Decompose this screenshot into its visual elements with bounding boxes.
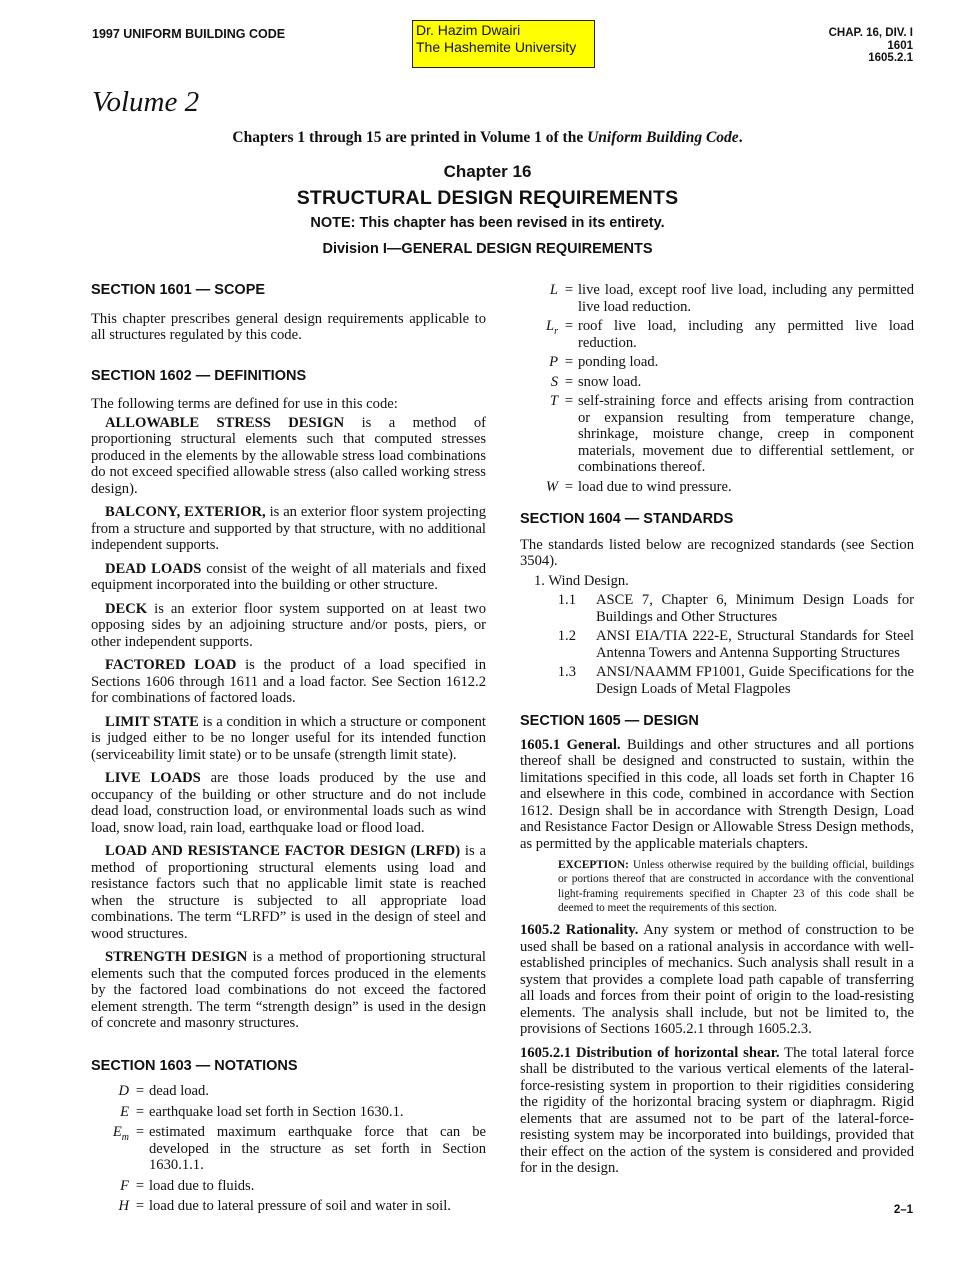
definition-text: is an exterior floor system supported on at least two opposing sides by an adjoining structure and/or posts, piers, or other independent supports. bbox=[91, 600, 486, 650]
standard-item bbox=[520, 592, 914, 625]
definition-term: DEAD LOADS bbox=[105, 560, 202, 577]
section-1605-1-text: Buildings and other structures and all portions thereof shall be designed and constructed to sustain, within the limitations specified in this code, all loads set forth in Chapter 16 and elsewhere in this code, combined in accordance with Section 1612. Design shall be in accordance with Strength Design, Load and Resistance Factor Design or Allowable Stress Design methods, as permitted by the applicable materials chapters. bbox=[520, 736, 915, 852]
standard-number: 1.2 bbox=[557, 628, 576, 644]
notation-symbol: S bbox=[550, 373, 558, 390]
definition-item bbox=[91, 949, 486, 1032]
notation-symbol: F bbox=[120, 1177, 129, 1194]
notation-description: live load, except roof live load, including any permitted live load reduction. bbox=[578, 282, 914, 315]
definition-item bbox=[91, 843, 486, 942]
notation-equals: = bbox=[564, 282, 574, 298]
notation-description: load due to wind pressure. bbox=[578, 478, 732, 495]
standard-item bbox=[520, 664, 914, 697]
definition-text: is a method of proportioning structural elements such that the computed forces produced in the elements by the factored load combinations do not exceed the factored element strength. The term “strength design” is used in the design of concrete and masonry structures. bbox=[91, 949, 486, 1031]
definition-term: ALLOWABLE STRESS DESIGN bbox=[105, 414, 345, 431]
definition-item bbox=[91, 601, 486, 651]
section-1602-heading: SECTION 1602 — DEFINITIONS bbox=[91, 367, 307, 384]
definition-term: FACTORED LOAD bbox=[105, 657, 237, 673]
section-1601-text: This chapter prescribes general design requirements applicable to all structures regulated by this code. bbox=[91, 310, 486, 343]
notation-symbol bbox=[520, 318, 560, 340]
section-1604-heading: SECTION 1604 — STANDARDS bbox=[520, 511, 734, 527]
section-1603-heading: SECTION 1603 — NOTATIONS bbox=[91, 1057, 298, 1074]
section-1601-heading: SECTION 1601 — SCOPE bbox=[91, 282, 266, 298]
notation-description: ponding load. bbox=[578, 354, 659, 370]
standard-number: 1.3 bbox=[557, 664, 576, 680]
notation-symbol: P bbox=[549, 354, 558, 370]
section-1605-2-1-text: The total lateral force shall be distributed to the various vertical elements of the lateral-force-resisting system in proportion to their rigidities considering the rigidity of the horizontal bracing system or diaphragm. Rigid elements that are assumed not to be part of the lateral-force-resisting system may be incorporated into buildings, provided that their effect on the action of the system is considered and provided for in the design. bbox=[520, 1044, 914, 1177]
volume-note bbox=[0, 129, 975, 147]
definition-item bbox=[91, 770, 486, 836]
definition-term: BALCONY, EXTERIOR, bbox=[105, 504, 266, 520]
definitions-intro: The following terms are defined for use in this code: bbox=[91, 396, 398, 412]
notation-row bbox=[91, 1124, 486, 1174]
definition-text: are those loads produced by the use and occupancy of the building or other structure and do not include dead load, construction load, or environmental loads such as wind load, snow load, rain load, earthquake load or flood load. bbox=[91, 770, 487, 836]
definition-term: STRENGTH DESIGN bbox=[105, 949, 248, 965]
notation-description: earthquake load set forth in Section 1630.1. bbox=[149, 1103, 404, 1120]
definition-item bbox=[91, 415, 486, 498]
running-header-left: 1997 UNIFORM BUILDING CODE bbox=[92, 27, 286, 41]
definition-text: is a method of proportioning structural elements such that computed stresses produced in the elements by the allowable stress load combinations do not exceed specified allowable stress (also called working stress design). bbox=[91, 414, 486, 497]
definition-term: DECK bbox=[105, 600, 148, 617]
standard-text: ANSI EIA/TIA 222-E, Structural Standards for Steel Antenna Towers and Antenna Supporting Structures bbox=[596, 628, 914, 661]
notations-list-left bbox=[91, 1083, 486, 1215]
notation-row bbox=[520, 282, 914, 315]
notation-equals: = bbox=[135, 1083, 145, 1099]
page-number: 2–1 bbox=[893, 1204, 913, 1216]
notation-symbol: H bbox=[118, 1198, 129, 1214]
definition-item bbox=[91, 561, 486, 594]
author-stamp bbox=[412, 20, 595, 68]
right-column bbox=[520, 282, 914, 1177]
definition-text: is an exterior floor system projecting from a structure and supported by that structure, with no additional independent supports. bbox=[91, 504, 486, 553]
standard-text: ASCE 7, Chapter 6, Minimum Design Loads for Buildings and Other Structures bbox=[596, 592, 914, 625]
standard-item bbox=[520, 628, 914, 661]
definition-term: LOAD AND RESISTANCE FACTOR DESIGN (LRFD) bbox=[105, 843, 461, 859]
chapter-title: STRUCTURAL DESIGN REQUIREMENTS bbox=[296, 187, 679, 209]
notation-row bbox=[520, 393, 914, 476]
notation-symbol: D bbox=[118, 1083, 129, 1099]
standards-list bbox=[520, 592, 914, 697]
volume-note-text: Chapters 1 through 15 are printed in Volume 1 of the bbox=[232, 129, 588, 146]
notation-symbol-main: L bbox=[545, 318, 555, 334]
notation-symbol: T bbox=[549, 393, 558, 409]
notation-equals: = bbox=[564, 393, 574, 409]
notation-equals: = bbox=[135, 1103, 145, 1120]
definition-text: is a condition in which a structure or component is judged either to be no longer useful for its intended function (serviceability limit state) or to be unsafe (strength limit state). bbox=[91, 713, 486, 763]
notation-row bbox=[91, 1198, 486, 1215]
header-chapter: CHAP. 16, DIV. I bbox=[828, 27, 913, 39]
notation-symbol-subscript: r bbox=[554, 325, 558, 337]
volume-note-end: . bbox=[738, 129, 743, 146]
notation-equals: = bbox=[564, 318, 574, 334]
definition-text: consist of the weight of all materials and fixed equipment incorporated into the building or other structure. bbox=[91, 560, 486, 593]
notation-row bbox=[520, 354, 914, 371]
chapter-revision-note: NOTE: This chapter has been revised in its entirety. bbox=[310, 215, 665, 231]
definition-text: is the product of a load specified in Sections 1606 through 1611 and a load factor. See Section 1612.2 for combinations of factored loads. bbox=[91, 657, 486, 706]
notation-description: roof live load, including any permitted live load reduction. bbox=[578, 318, 914, 351]
definition-item bbox=[91, 504, 486, 554]
definition-text: is a method of proportioning structural elements using load and resistance factors such that no applicable limit state is reached when the structure is subjected to all appropriate load combinations. The term “LRFD” is used in the design of steel and wood structures. bbox=[91, 843, 486, 942]
notation-equals: = bbox=[564, 354, 574, 370]
exception-note bbox=[558, 858, 914, 915]
standards-wind-design: 1. Wind Design. bbox=[534, 572, 629, 589]
exception-text: Unless otherwise required by the building official, buildings or portions thereof that are constructed in accordance with the conventional light-framing requirements specified in Chapter 23 of this code shall be deemed to meet the requirements of this section. bbox=[558, 859, 914, 914]
notation-description: load due to fluids. bbox=[149, 1177, 255, 1194]
running-header-right bbox=[829, 27, 913, 65]
standards-intro: The standards listed below are recognized standards (see Section 3504). bbox=[520, 536, 914, 569]
notation-row bbox=[91, 1104, 486, 1121]
notation-equals: = bbox=[135, 1177, 145, 1194]
left-column bbox=[91, 282, 486, 1219]
notation-description: estimated maximum earthquake force that can be developed in the structure as set forth in Section 1630.1.1. bbox=[149, 1124, 486, 1173]
section-1605-1-label: 1605.1 General. bbox=[520, 736, 621, 753]
section-1605-2-text: Any system or method of construction to be used shall be based on a rational analysis in accordance with well-established principles of mechanics. Such analysis shall result in a system that provides a complete load path capable of transferring all loads and forces from their point of origin to the load-resisting elements. The analysis shall include, but not be limited to, the provisions of Sections 1605.2.1 through 1605.2.3. bbox=[520, 922, 914, 1038]
section-1605-2 bbox=[520, 922, 914, 1038]
definition-item bbox=[91, 714, 486, 764]
definition-term: LIMIT STATE bbox=[105, 713, 199, 730]
section-1605-heading: SECTION 1605 — DESIGN bbox=[520, 713, 699, 729]
notation-symbol: W bbox=[545, 478, 558, 495]
standard-text: ANSI/NAAMM FP1001, Guide Specifications for the Design Loads of Metal Flagpoles bbox=[596, 664, 914, 697]
definition-item bbox=[91, 657, 486, 707]
notation-symbol: E bbox=[120, 1103, 129, 1120]
definition-term: LIVE LOADS bbox=[105, 770, 201, 786]
volume-title: Volume 2 bbox=[92, 86, 200, 118]
stamp-affiliation: The Hashemite University bbox=[416, 39, 577, 55]
notation-symbol bbox=[91, 1124, 131, 1146]
section-1605-1 bbox=[520, 737, 914, 853]
notation-equals: = bbox=[135, 1124, 145, 1140]
definitions-list bbox=[91, 415, 486, 1032]
section-1605-2-1 bbox=[520, 1045, 914, 1177]
header-section-start: 1601 bbox=[887, 39, 913, 52]
division-title: Division I—GENERAL DESIGN REQUIREMENTS bbox=[322, 241, 653, 257]
notation-symbol-subscript: m bbox=[121, 1131, 129, 1143]
notation-equals: = bbox=[135, 1198, 145, 1214]
notation-row bbox=[91, 1083, 486, 1100]
notation-row bbox=[520, 479, 914, 496]
notations-list-right bbox=[520, 282, 914, 495]
notation-row bbox=[91, 1178, 486, 1195]
section-1605-2-1-label: 1605.2.1 Distribution of horizontal shear. bbox=[520, 1044, 780, 1061]
stamp-name: Dr. Hazim Dwairi bbox=[416, 22, 521, 38]
notation-description: load due to lateral pressure of soil and water in soil. bbox=[149, 1198, 451, 1214]
chapter-number: Chapter 16 bbox=[443, 162, 532, 181]
notation-symbol: L bbox=[549, 282, 558, 298]
notation-equals: = bbox=[564, 373, 574, 390]
notation-description: snow load. bbox=[578, 373, 642, 390]
standard-number: 1.1 bbox=[557, 592, 576, 608]
notation-description: dead load. bbox=[149, 1083, 209, 1099]
notation-symbol-main: E bbox=[112, 1124, 122, 1140]
notation-row bbox=[520, 318, 914, 351]
notation-row bbox=[520, 374, 914, 391]
header-section-end: 1605.2.1 bbox=[868, 52, 913, 64]
notation-description: self-straining force and effects arising from contraction or expansion resulting from temperature change, shrinkage, moisture change, creep in component materials, movement due to differential settlement, or combinations thereof. bbox=[578, 393, 914, 475]
volume-note-italic: Uniform Building Code bbox=[587, 129, 739, 146]
notation-equals: = bbox=[564, 478, 574, 495]
exception-label: EXCEPTION: bbox=[558, 859, 629, 871]
section-1605-2-label: 1605.2 Rationality. bbox=[520, 922, 639, 939]
